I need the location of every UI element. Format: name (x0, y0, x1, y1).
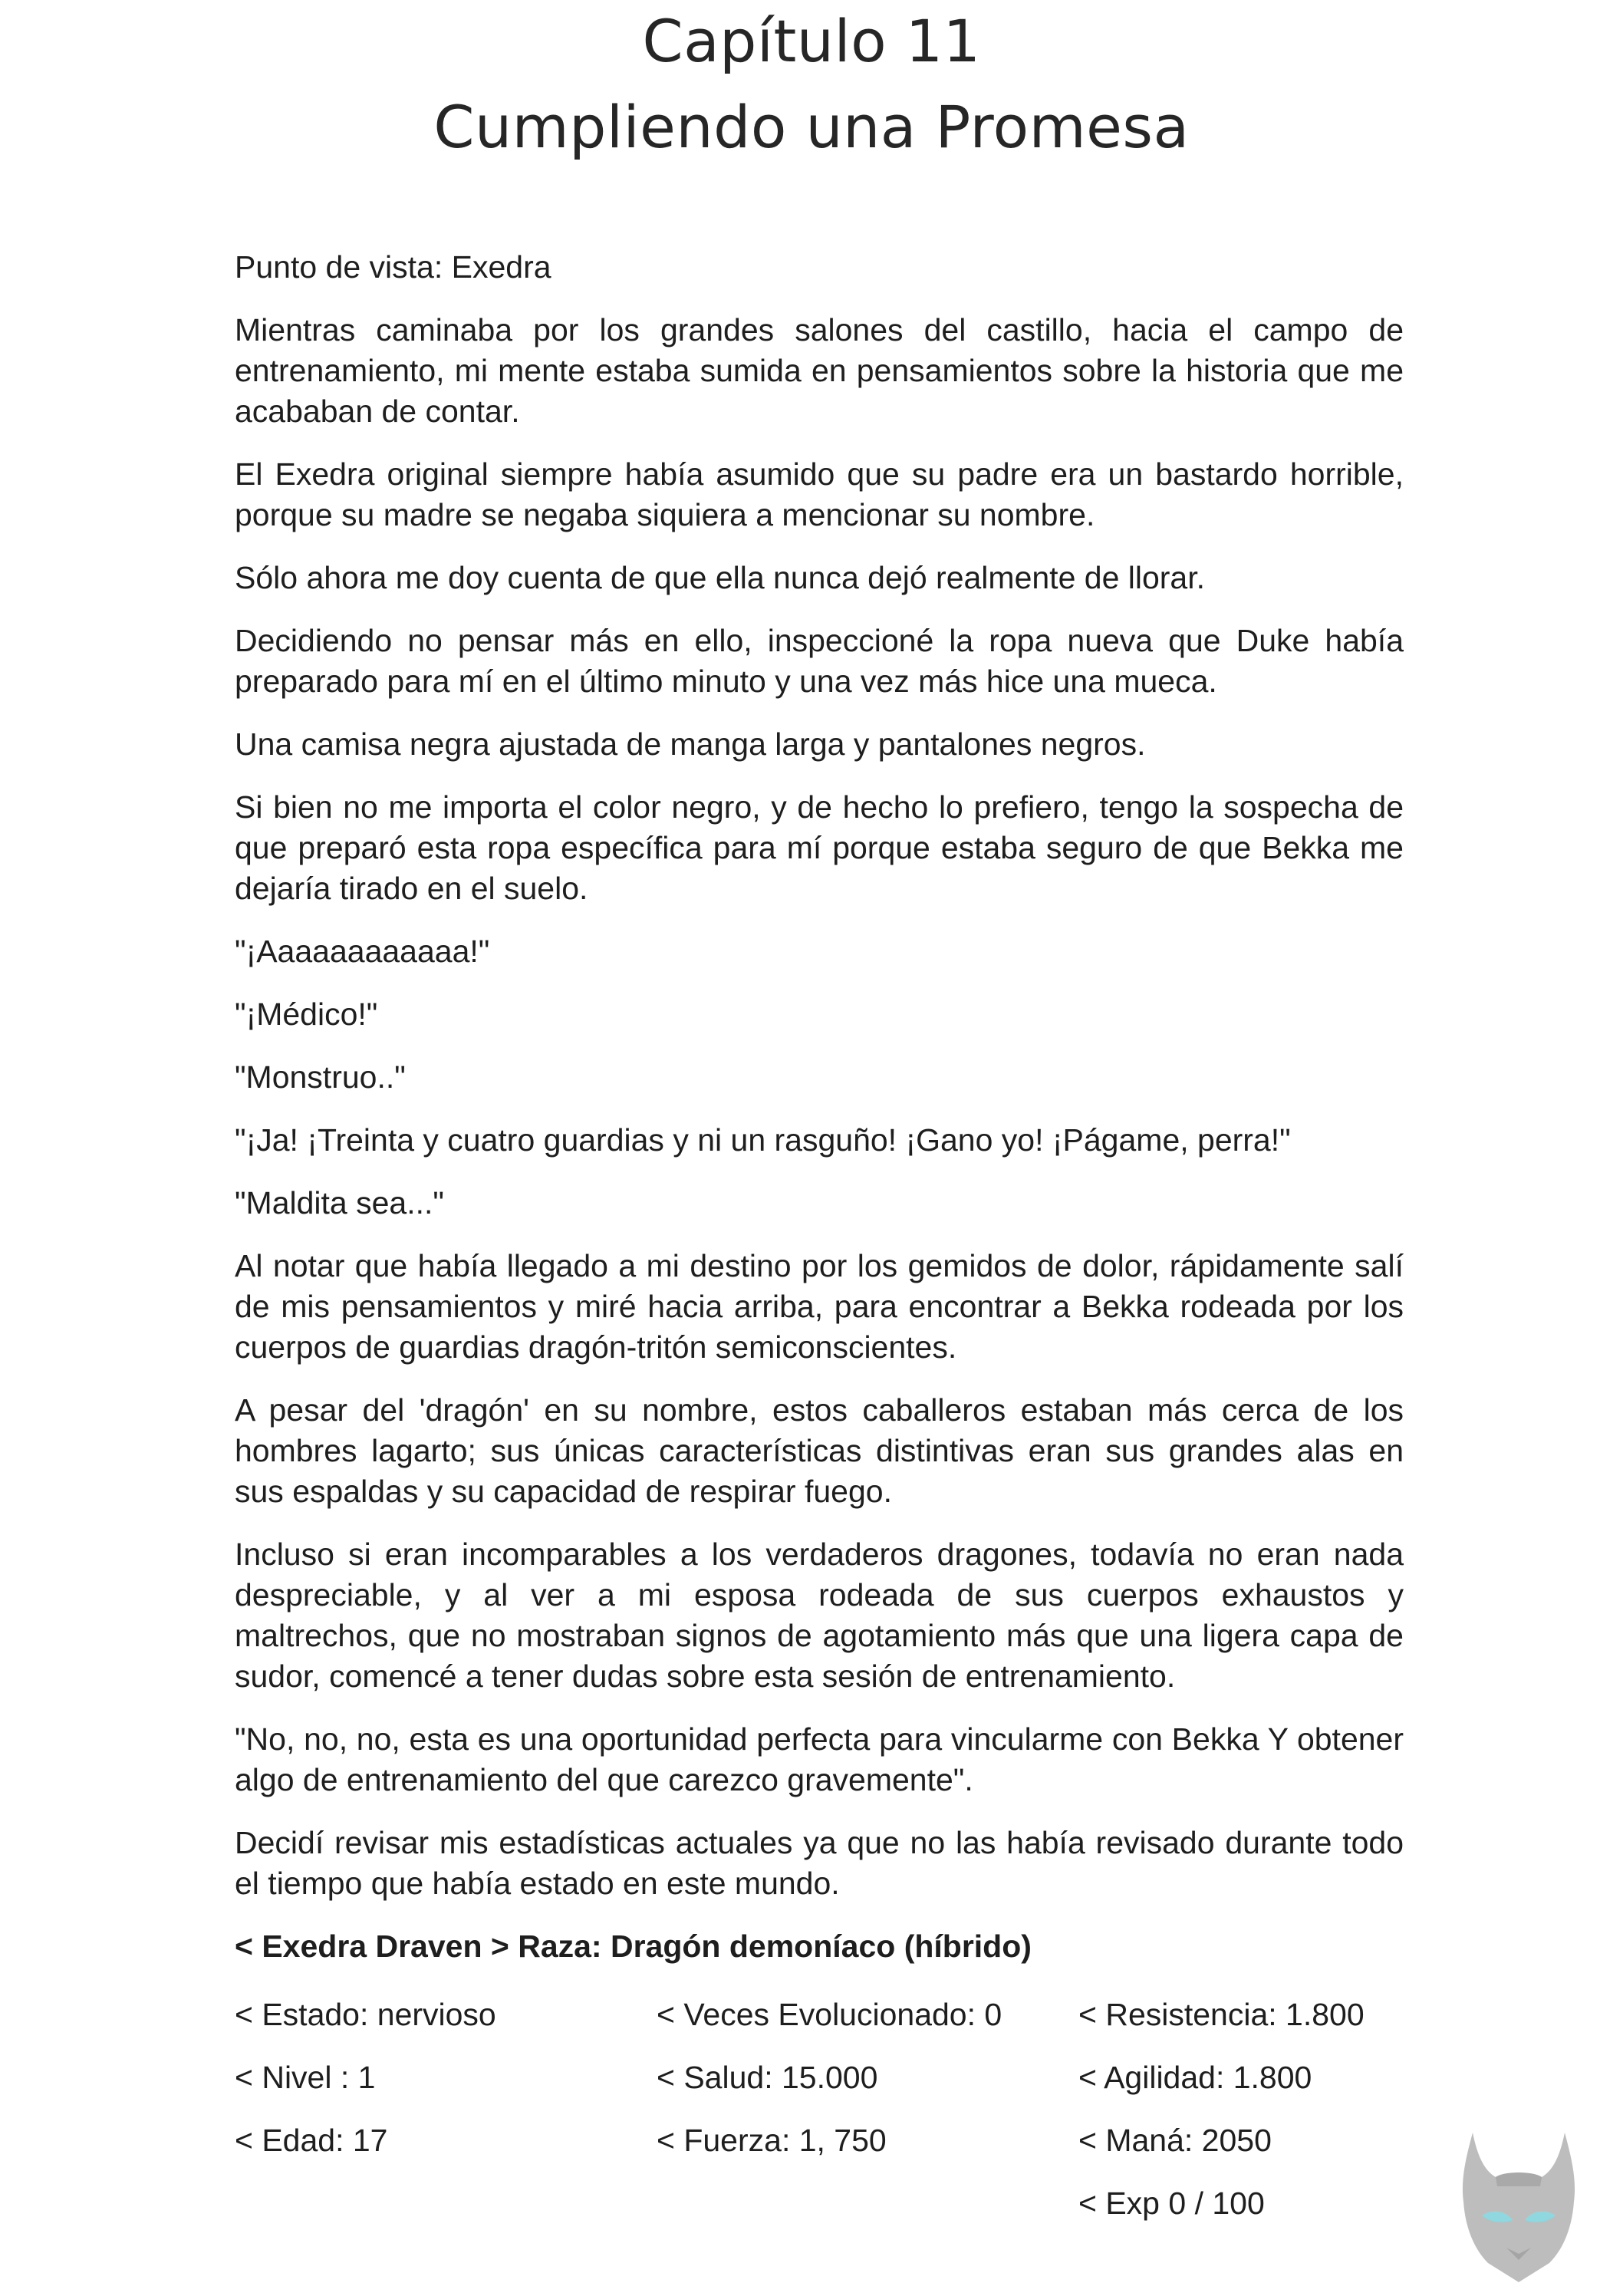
chapter-title: Cumpliendo una Promesa (433, 93, 1190, 161)
stat-resistencia: < Resistencia: 1.800 (1078, 1997, 1365, 2032)
dialogue-line: "¡Médico!" (235, 996, 378, 1032)
stat-fuerza: < Fuerza: 1, 750 (657, 2123, 887, 2158)
stat-evoluciones: < Veces Evolucionado: 0 (657, 1997, 1002, 2032)
stat-exp: < Exp 0 / 100 (1078, 2186, 1265, 2221)
paragraph: Sólo ahora me doy cuenta de que ella nunca dejó realmente de llorar. (235, 560, 1206, 595)
stats-block (235, 1995, 1404, 2225)
paragraph: El Exedra original siempre había asumido que su padre era un bastardo horrible, porque su madre se negaba siquiera a mencionar su nombre. (235, 456, 1404, 532)
paragraph: Si bien no me importa el color negro, y de hecho lo prefiero, tengo la sospecha de que preparó esta ropa específica para mí porque estaba seguro de que Bekka me dejaría tirado en el suelo. (235, 789, 1404, 906)
dialogue-line: "¡Ja! ¡Treinta y cuatro guardias y ni un rasguño! ¡Gano yo! ¡Págame, perra!" (235, 1122, 1291, 1158)
dialogue-line: "Maldita sea..." (235, 1185, 444, 1220)
paragraph: Al notar que había llegado a mi destino por los gemidos de dolor, rápidamente salí de mis pensamientos y miré hacia arriba, para encontrar a Bekka rodeada por los cuerpos de guardias dragón-tritón semiconscientes. (235, 1248, 1404, 1365)
paragraph: Punto de vista: Exedra (235, 249, 551, 285)
stats-column-2 (657, 1995, 1040, 2183)
stat-estado: < Estado: nervioso (235, 1997, 496, 2032)
dialogue-line: "¡Aaaaaaaaaaaa!" (235, 934, 490, 969)
demon-head-logo-icon (1442, 2125, 1595, 2286)
chapter-body (235, 247, 1404, 1989)
paragraph: Decidí revisar mis estadísticas actuales ya que no las había revisado durante todo el tiempo que había estado en este mundo. (235, 1825, 1404, 1901)
stats-header: < Exedra Draven > Raza: Dragón demoníaco (híbrido) (235, 1929, 1032, 1964)
paragraph: A pesar del 'dragón' en su nombre, estos caballeros estaban más cerca de los hombres lagarto; sus únicas características distintivas eran sus grandes alas en sus espaldas y su capacidad de respirar fuego. (235, 1392, 1404, 1509)
paragraph: Incluso si eran incomparables a los verdaderos dragones, todavía no eran nada despreciable, y al ver a mi esposa rodeada de sus cuerpos exhaustos y maltrechos, que no mostraban signos de agotamiento más que una ligera capa de sudor, comencé a tener dudas sobre esta sesión de entrenamiento. (235, 1537, 1404, 1694)
stat-agilidad: < Agilidad: 1.800 (1078, 2060, 1312, 2095)
paragraph: "No, no, no, esta es una oportunidad perfecta para vincularme con Bekka Y obtener algo de entrenamiento del que carezco gravemente". (235, 1721, 1404, 1797)
stat-edad: < Edad: 17 (235, 2123, 388, 2158)
paragraph: Una camisa negra ajustada de manga larga y pantalones negros. (235, 726, 1146, 762)
stat-salud: < Salud: 15.000 (657, 2060, 878, 2095)
stats-column-3 (1078, 1995, 1404, 2246)
stat-nivel: < Nivel : 1 (235, 2060, 376, 2095)
stat-mana: < Maná: 2050 (1078, 2123, 1272, 2158)
dialogue-line: "Monstruo.." (235, 1059, 406, 1095)
stats-column-1 (235, 1995, 634, 2183)
paragraph: Mientras caminaba por los grandes salones del castillo, hacia el campo de entrenamiento, mi mente estaba sumida en pensamientos sobre la historia que me acababan de contar. (235, 312, 1404, 429)
paragraph: Decidiendo no pensar más en ello, inspeccioné la ropa nueva que Duke había preparado para mí en el último minuto y una vez más hice una mueca. (235, 623, 1404, 699)
chapter-number: Capítulo 11 (642, 7, 981, 75)
